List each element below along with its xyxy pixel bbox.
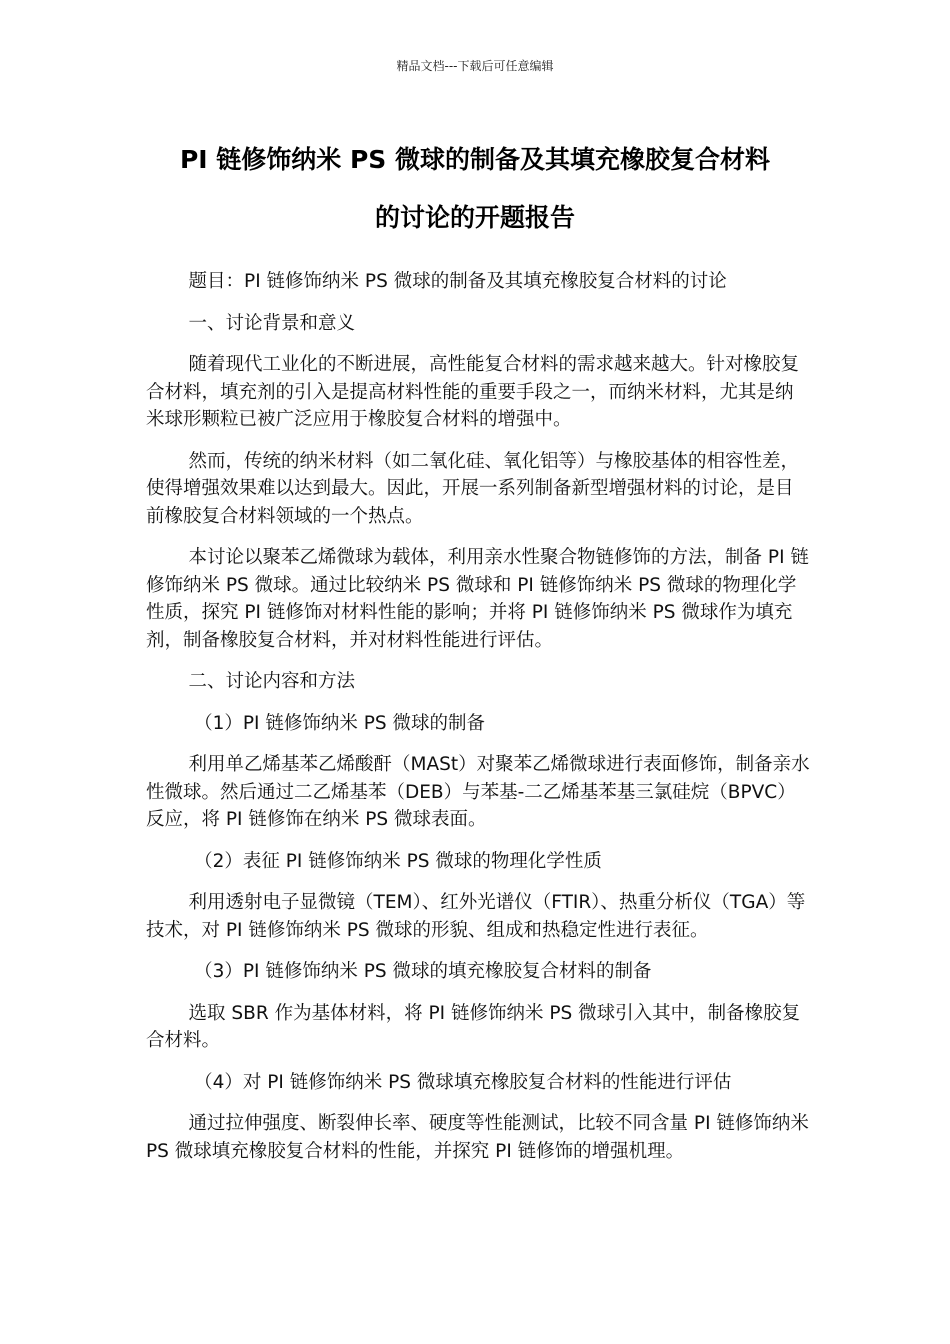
method-item-title: （1）PI 链修饰纳米 PS 微球的制备 xyxy=(194,712,486,734)
paragraph-background-2: 然而，传统的纳米材料（如二氧化硅、氧化铝等）与橡胶基体的相容性差，使得增强效果难以达到最大。因此，开展一系列制备新型增强材料的讨论，是目前橡胶复合材料领域的一个热点。 xyxy=(146,450,800,527)
method-item-text: 利用透射电子显微镜（TEM）、红外光谱仪（FTIR）、热重分析仪（TGA）等技术，对 PI 链修饰纳米 PS 微球的形貌、组成和热稳定性进行表征。 xyxy=(146,892,806,941)
document-title-line-1: PI 链修饰纳米 PS 微球的制备及其填充橡胶复合材料 xyxy=(179,145,771,174)
method-item-text: 选取 SBR 作为基体材料，将 PI 链修饰纳米 PS 微球引入其中，制备橡胶复合材料。 xyxy=(146,1002,801,1051)
section-heading-methods: 二、讨论内容和方法 xyxy=(188,671,356,692)
paragraph-background-1: 随着现代工业化的不断进展，高性能复合材料的需求越来越大。针对橡胶复合材料，填充剂的引入是提高材料性能的重要手段之一，而纳米材料，尤其是纳米球形颗粒已被广泛应用于橡胶复合材料的增强中。 xyxy=(146,354,800,430)
method-item-text: 通过拉伸强度、断裂伸长率、硬度等性能测试，比较不同含量 PI 链修饰纳米 PS 微球填充橡胶复合材料的性能，并探究 PI 链修饰的增强机理。 xyxy=(146,1113,809,1162)
section-heading-background: 一、讨论背景和意义 xyxy=(188,312,356,334)
topic-line: 题目：PI 链修饰纳米 PS 微球的制备及其填充橡胶复合材料的讨论 xyxy=(188,271,727,292)
document-title-line-2: 的讨论的开题报告 xyxy=(374,203,575,232)
document-body xyxy=(146,268,810,1179)
method-item-title: （3）PI 链修饰纳米 PS 微球的填充橡胶复合材料的制备 xyxy=(194,961,652,982)
method-item-title: （4）对 PI 链修饰纳米 PS 微球填充橡胶复合材料的性能进行评估 xyxy=(194,1071,732,1093)
paragraph-background-3: 本讨论以聚苯乙烯微球为载体，利用亲水性聚合物链修饰的方法，制备 PI 链修饰纳米 PS 微球。通过比较纳米 PS 微球和 PI 链修饰纳米 PS 微球的物理化学性质，探究 PI 链修饰对材料性能的影响；并将 PI 链修饰纳米 PS 微球作为填充剂，制备橡胶复合材料，并对材料性能进行评估。 xyxy=(146,547,809,651)
method-item-title: （2）表征 PI 链修饰纳米 PS 微球的物理化学性质 xyxy=(194,850,602,872)
header-note: 精品文档---下载后可任意编辑 xyxy=(396,59,554,73)
method-item-text: 利用单乙烯基苯乙烯酸酐（MASt）对聚苯乙烯微球进行表面修饰，制备亲水性微球。然后通过二乙烯基苯（DEB）与苯基-二乙烯基苯基三氯硅烷（BPVC）反应，将 PI 链修饰在纳米 PS 微球表面。 xyxy=(146,754,810,830)
